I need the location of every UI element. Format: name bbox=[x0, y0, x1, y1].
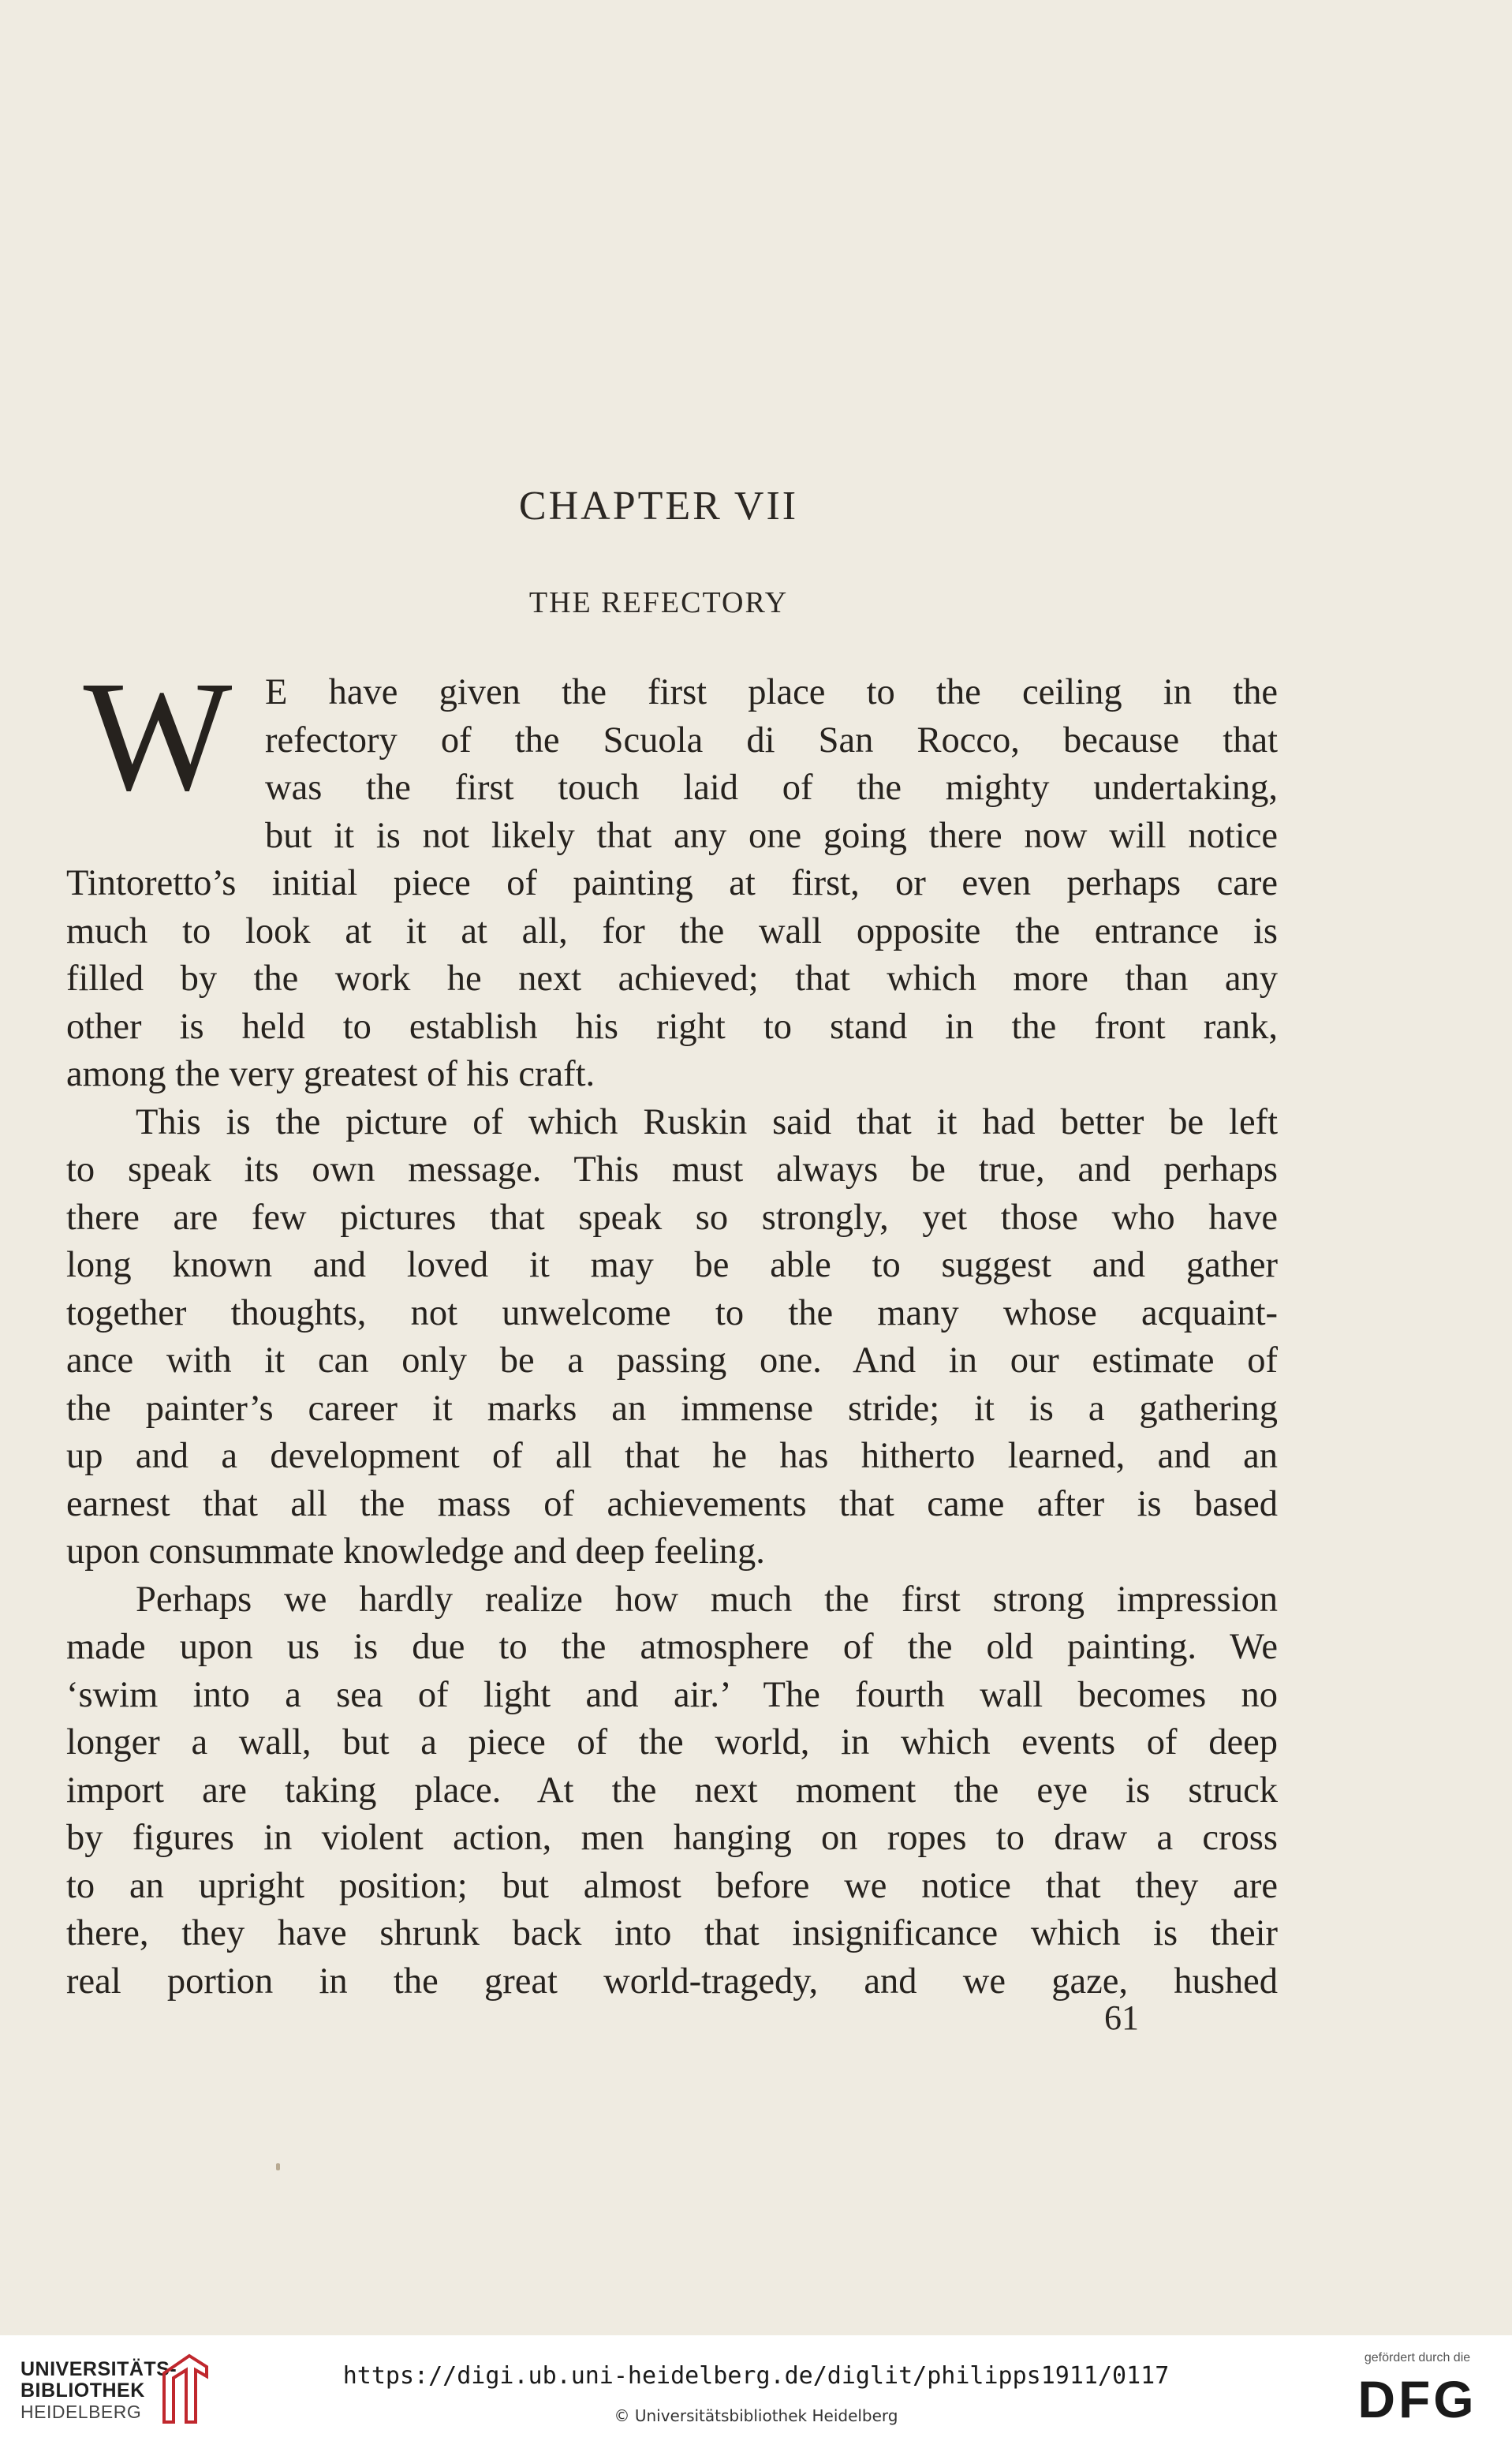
text-line: upon consummate knowledge and deep feeling. bbox=[66, 1531, 765, 1572]
text-line: together thoughts, not unwelcome to the many whose acquaint- bbox=[66, 1292, 1278, 1333]
text-line: up and a development of all that he has hitherto learned, and an bbox=[66, 1436, 1278, 1476]
text-line: longer a wall, but a piece of the world, in which events of deep bbox=[66, 1722, 1278, 1763]
body-text bbox=[66, 649, 1278, 2006]
funded-by-label: gefördert durch die bbox=[1364, 2351, 1471, 2364]
text-line: ance with it can only be a passing one. And in our estimate of bbox=[66, 1340, 1278, 1381]
text-line: other is held to establish his right to stand in the front rank, bbox=[66, 1006, 1278, 1047]
text-line: import are taking place. At the next moment the eye is struck bbox=[66, 1770, 1278, 1811]
text-line: Perhaps we hardly realize how much the first strong impression bbox=[136, 1579, 1278, 1620]
dfg-logo[interactable]: DFG bbox=[1357, 2370, 1477, 2428]
page-number: 61 bbox=[1104, 1998, 1139, 2037]
text-line: filled by the work he next achieved; that which more than any bbox=[66, 959, 1278, 999]
text-line: to speak its own message. This must always be true, and perhaps bbox=[66, 1149, 1278, 1190]
text-line: refectory of the Scuola di San Rocco, because that bbox=[265, 720, 1278, 761]
text-line: E have given the first place to the ceiling in the bbox=[265, 672, 1278, 712]
section-title: THE REFECTORY bbox=[528, 586, 789, 619]
text-line: to an upright position; but almost before we notice that they are bbox=[66, 1865, 1278, 1906]
library-name-line-2: BIBLIOTHEK bbox=[21, 2379, 145, 2402]
paper-speck bbox=[276, 2163, 280, 2170]
text-line: made upon us is due to the atmosphere of the old painting. We bbox=[66, 1627, 1278, 1667]
text-line: among the very greatest of his craft. bbox=[66, 1054, 595, 1094]
paragraph-1 bbox=[66, 649, 1278, 1099]
paragraph-3 bbox=[66, 1576, 1278, 2006]
library-name-line-1: UNIVERSITÄTS- bbox=[21, 2358, 177, 2380]
text-line: Tintoretto’s initial piece of painting at first, or even perhaps care bbox=[66, 863, 1278, 903]
chapter-title: CHAPTER VII bbox=[518, 484, 799, 529]
copyright-notice: © Universitätsbibliothek Heidelberg bbox=[614, 2406, 898, 2425]
text-line: This is the picture of which Ruskin said that it had better be left bbox=[136, 1101, 1278, 1142]
text-line: there, they have shrunk back into that insignificance which is their bbox=[66, 1913, 1278, 1953]
text-line: there are few pictures that speak so strongly, yet those who have bbox=[66, 1197, 1278, 1238]
text-line: long known and loved it may be able to suggest and gather bbox=[66, 1245, 1278, 1285]
paragraph-2 bbox=[66, 1099, 1278, 1576]
text-line: ‘swim into a sea of light and air.’ The fourth wall becomes no bbox=[66, 1674, 1278, 1715]
text-line: was the first touch laid of the mighty undertaking, bbox=[265, 768, 1278, 808]
footer-bar bbox=[0, 2335, 1512, 2441]
text-line: but it is not likely that any one going there now will notice bbox=[265, 815, 1278, 856]
library-name-line-3: HEIDELBERG bbox=[21, 2402, 142, 2422]
text-line: the painter’s career it marks an immense stride; it is a gathering bbox=[66, 1388, 1278, 1429]
drop-cap: W bbox=[83, 649, 233, 824]
text-line: by figures in violent action, men hanging on ropes to draw a cross bbox=[66, 1818, 1278, 1858]
text-line: real portion in the great world-tragedy, and we gaze, hushed bbox=[66, 1961, 1278, 2002]
permalink-url[interactable]: https://digi.ub.uni-heidelberg.de/diglit/philipps1911/0117 bbox=[342, 2362, 1170, 2390]
text-line: much to look at it at all, for the wall opposite the entrance is bbox=[66, 910, 1278, 951]
text-line: earnest that all the mass of achievements that came after is based bbox=[66, 1483, 1278, 1524]
